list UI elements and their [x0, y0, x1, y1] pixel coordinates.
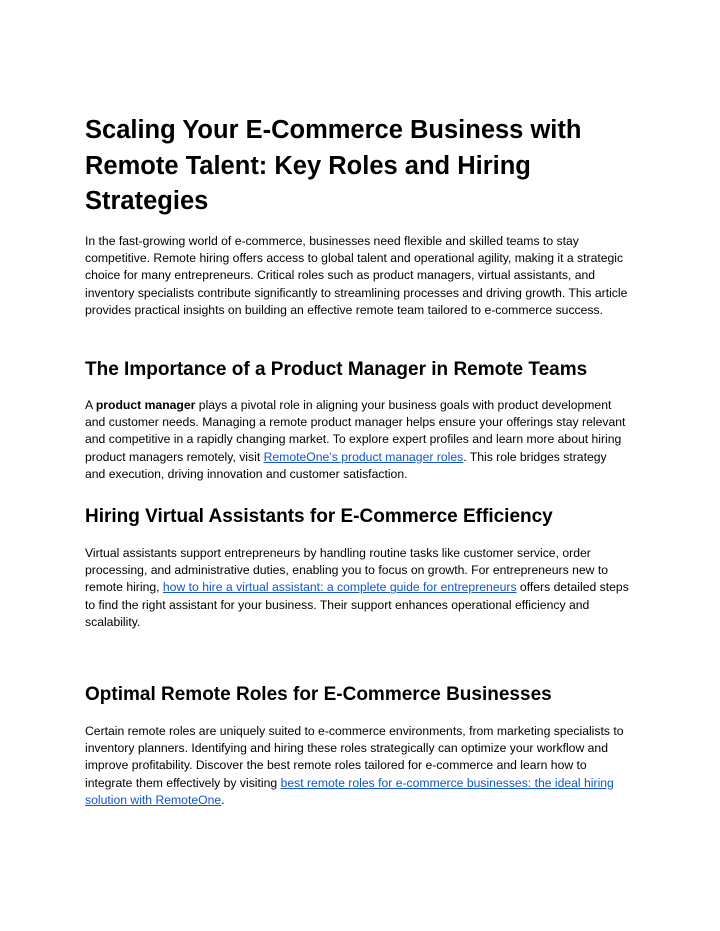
paragraph-text: offers detailed steps to find the right assistant for your business. Their support enhances operational efficiency and scalability. — [85, 580, 629, 629]
paragraph-text: A — [85, 398, 96, 412]
remote-roles-link[interactable]: best remote roles for e-commerce businesses: the ideal hiring solution with RemoteOne — [85, 775, 614, 807]
paragraph-text: . This role bridges strategy and execution, driving innovation and customer satisfaction. — [85, 449, 607, 481]
section-paragraph-remote-roles — [85, 723, 630, 809]
bold-term: product manager — [95, 398, 196, 412]
document-title: Scaling Your E-Commerce Business with Remote Talent: Key Roles and Hiring Strategies — [85, 116, 582, 215]
section-heading-product-manager: The Importance of a Product Manager in Remote Teams — [85, 359, 588, 380]
intro-paragraph: In the fast-growing world of e-commerce, businesses need flexible and skilled teams to stay competitive. Remote hiring offers access to global talent and operational agility, making it a strategic choice for many entrepreneurs. Critical roles such as product managers, virtual assistants, and inventory specialists contribute significantly to streamlining processes and driving growth. This article provides practical insights on building an effective remote team tailored to e-commerce success. — [85, 234, 628, 317]
section-paragraph-virtual-assistants — [85, 545, 630, 631]
virtual-assistant-guide-link[interactable]: how to hire a virtual assistant: a complete guide for entrepreneurs — [162, 580, 517, 595]
paragraph-text: plays a pivotal role in aligning your business goals with product development and customer needs. Managing a remote product manager helps ensure your offerings stay relevant and competitive in a rapidly changing market. To explore expert profiles and learn more about hiring product managers remotely, visit — [85, 398, 626, 464]
paragraph-text: Virtual assistants support entrepreneurs by handling routine tasks like customer service, order processing, and administrative duties, enabling you to focus on growth. For entrepreneurs new to remote hiring, — [85, 546, 609, 595]
product-manager-roles-link[interactable]: RemoteOne’s product manager roles — [263, 449, 464, 464]
section-heading-remote-roles: Optimal Remote Roles for E-Commerce Businesses — [85, 684, 552, 705]
paragraph-text: Certain remote roles are uniquely suited to e-commerce environments, from marketing specialists to inventory planners. Identifying and hiring these roles strategically can optimize your workflow and improve profitability. Discover the best remote roles tailored for e-commerce and learn how to integrate them effectively by visiting — [85, 724, 624, 790]
section-paragraph-product-manager — [85, 397, 630, 483]
section-heading-virtual-assistants: Hiring Virtual Assistants for E-Commerce Efficiency — [85, 506, 553, 527]
paragraph-text: . — [221, 792, 225, 807]
